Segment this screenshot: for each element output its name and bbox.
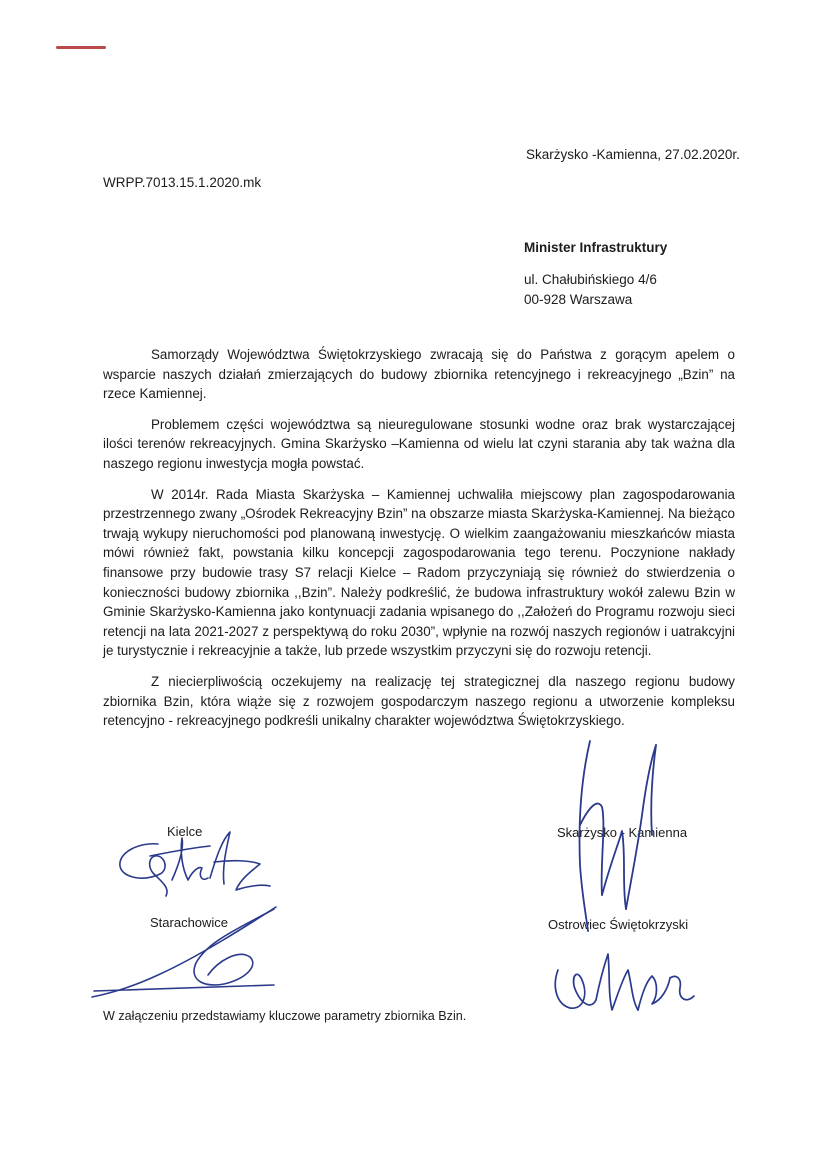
signature-label-starachowice: Starachowice [150,915,229,930]
place-date: Skarżysko -Kamienna, 27.02.2020r. [526,147,740,162]
recipient-street: ul. Chałubińskiego 4/6 [524,272,657,287]
attachment-note: W załączeniu przedstawiamy kluczowe parametry zbiornika Bzin. [103,1009,467,1023]
recipient-address [524,238,667,310]
recipient-name: Minister Infrastruktury [524,240,668,255]
signature-starachowice [88,905,288,1005]
body-paragraph: Samorządy Województwa Świętokrzyskiego zwracają się do Państwa z gorącym apelem o wsparcie naszych działań zmierzających do budowy zbiornika retencyjnego i rekreacyjnego „Bzin” na rzece Kamiennej. [103,347,735,402]
body-paragraph: Problemem części województwa są nieuregulowane stosunki wodne oraz brak wystarczającej ilości terenów rekreacyjnych. Gmina Skarżysko –Kamienna od wielu lat czyni starania aby tak ważna dla naszego regionu inwestycja mogła powstać. [103,416,735,471]
body-paragraph: W 2014r. Rada Miasta Skarżyska – Kamiennej uchwaliła miejscowy plan zagospodarowania przestrzennego zwany „Ośrodek Rekreacyjny Bzin” na obszarze miasta Skarżyska-Kamiennej. Na bieżąco trwają wykupy nieruchomości pod planowaną inwestycję. O wielkim zaangażowaniu mieszkańców miasta mówi również fakt, powstania kilku koncepcji zagospodarowania tego terenu. Poczynione nakłady finansowe przy budowie trasy S7 relacji Kielce – Radom przyczyniają się również do stwierdzenia o konieczności budowy zbiornika ,,Bzin”. Należy podkreślić, że budowa infrastruktury wokół zalewu Bzin w Gminie Skarżysko-Kamienna jako kontynuacji zadania wpisanego do ,,Założeń do Programu rozwoju sieci retencji na lata 2021-2027 z perspektywą do roku 2030”, wpłynie na rozwój naszych regionów i uatrakcyjni je turystycznie i rekreacyjnie a także, lub przede wszystkim przyczyni się do rozwoju retencji. [103,486,735,659]
red-mark [56,46,106,49]
recipient-city: 00-928 Warszawa [524,292,633,307]
signature-kielce [110,822,280,902]
signature-label-ostrowiec: Ostrowiec Świętokrzyski [548,917,689,932]
reference-number: WRPP.7013.15.1.2020.mk [103,175,262,190]
letter-body [103,345,735,742]
signature-label-kielce: Kielce [167,824,203,839]
body-paragraph: Z niecierpliwością oczekujemy na realizację tej strategicznej dla naszego regionu budowy zbiornika Bzin, która wiąże się z rozwojem gospodarczym naszego regionu a utworzenie kompleksu retencyjno - rekreacyjnego podkreśli unikalny charakter województwa Świętokrzyskiego. [103,673,735,729]
signature-ostrowiec [548,930,698,1020]
signature-label-skarzysko: Skarżysko - Kamienna [557,825,688,840]
signature-skarzysko [560,735,670,935]
